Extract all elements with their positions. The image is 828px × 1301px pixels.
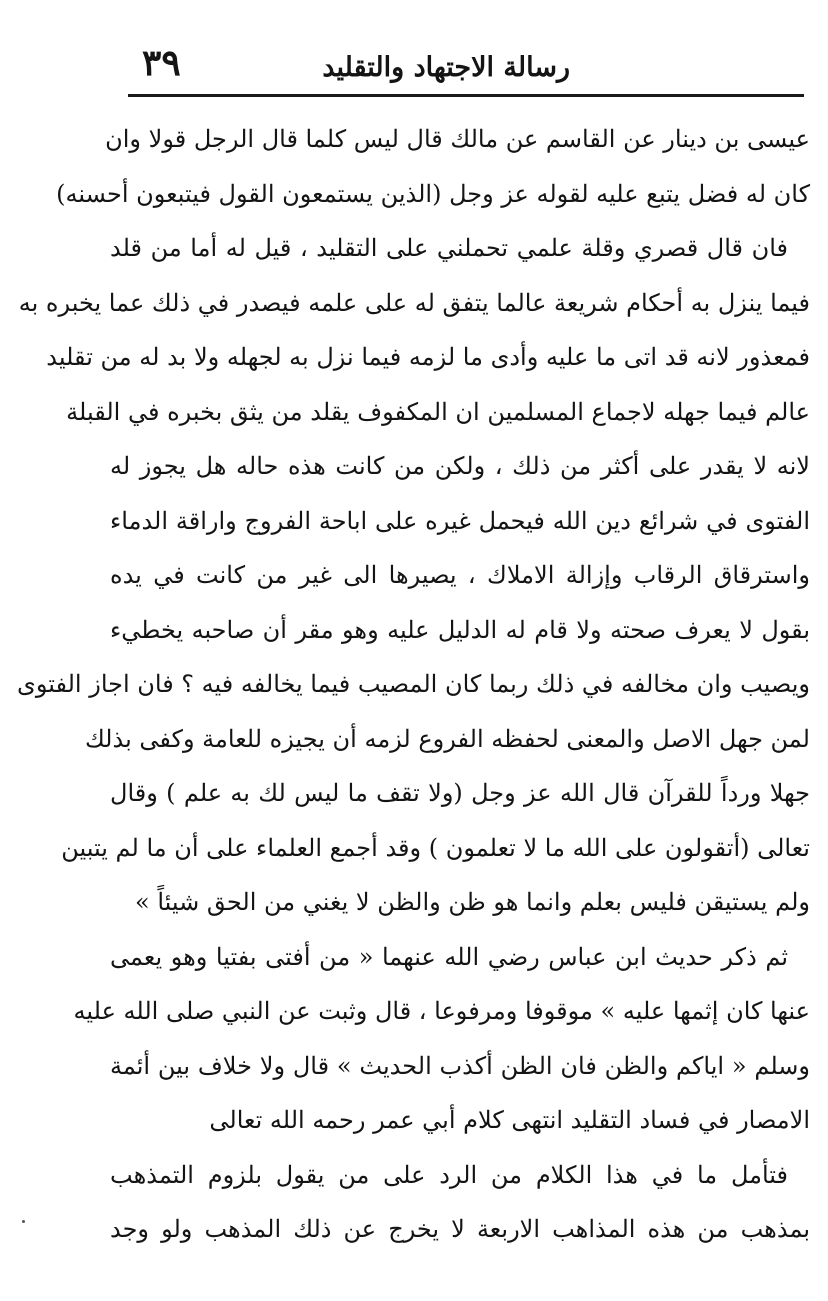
text-line: فان قال قصري وقلة علمي تحملني على التقليد ، قيل له أما من قلد — [110, 234, 788, 262]
text-line: ويصيب وان مخالفه في ذلك ربما كان المصيب فيما يخالفه فيه ؟ فان اجاز الفتوى — [17, 670, 810, 698]
text-line: كان له فضل يتبع عليه لقوله عز وجل (الذين يستمعون القول فيتبعون أحسنه) — [56, 179, 810, 208]
text-line: تعالى (أتقولون على الله ما لا تعلمون ) وقد أجمع العلماء على أن ما لم يتبين — [61, 833, 810, 862]
text-line: فتأمل ما في هذا الكلام من الرد على من يقول بلزوم التمذهب — [110, 1160, 788, 1189]
page-number: ٣٩ — [142, 42, 181, 84]
text-line: ثم ذكر حديث ابن عباس رضي الله عنهما « من أفتى بفتيا وهو يعمى — [110, 942, 788, 971]
margin-speck — [22, 1220, 25, 1223]
text-line: جهلا ورداً للقرآن قال الله عز وجل (ولا تقف ما ليس لك به علم ) وقال — [110, 779, 810, 807]
header-rule — [128, 94, 804, 97]
running-title: رسالة الاجتهاد والتقليد — [322, 52, 570, 83]
text-line: ولم يستيقن فليس بعلم وانما هو ظن والظن لا يغني من الحق شيئاً » — [135, 888, 810, 916]
text-line: الامصار في فساد التقليد انتهى كلام أبي عمر رحمه الله تعالى — [209, 1106, 810, 1134]
text-line: بمذهب من هذه المذاهب الاربعة لا يخرج عن ذلك المذهب ولو وجد — [110, 1215, 810, 1243]
text-line: بقول لا يعرف صحته ولا قام له الدليل عليه وهو مقر أن صاحبه يخطيء — [110, 615, 810, 644]
text-line: فيما ينزل به أحكام شريعة عالما يتفق له على علمه فيصدر في ذلك عما يخبره به — [18, 288, 810, 317]
text-line: وسلم « اياكم والظن فان الظن أكذب الحديث » قال ولا خلاف بين أئمة — [110, 1051, 810, 1080]
text-line: الفتوى في شرائع دين الله فيحمل غيره على اباحة الفروج واراقة الدماء — [110, 506, 810, 535]
text-line: عنها كان إثمها عليه » موقوفا ومرفوعا ، قال وثبت عن النبي صلى الله عليه — [73, 997, 810, 1025]
text-line: عيسى بن دينار عن القاسم عن مالك قال ليس كلما قال الرجل قولا وان — [105, 125, 810, 153]
text-line: لمن جهل الاصل والمعنى لحفظه الفروع لزمه أن يجيزه للعامة وكفى بذلك — [84, 724, 810, 753]
text-line: عالم فيما جهله لاجماع المسلمين ان المكفوف يقلد من يثق بخبره في القبلة — [66, 397, 810, 426]
text-line: لانه لا يقدر على أكثر من ذلك ، ولكن من كانت هذه حاله هل يجوز له — [110, 452, 810, 480]
page-header — [120, 42, 810, 90]
body-text — [17, 112, 810, 1257]
text-line: فمعذور لانه قد اتى ما عليه وأدى ما لزمه فيما نزل به لجهله ولا بد له من تقليد — [46, 343, 810, 371]
text-line: واسترقاق الرقاب وإزالة الاملاك ، يصيرها الى غير من كانت في يده — [110, 561, 810, 589]
